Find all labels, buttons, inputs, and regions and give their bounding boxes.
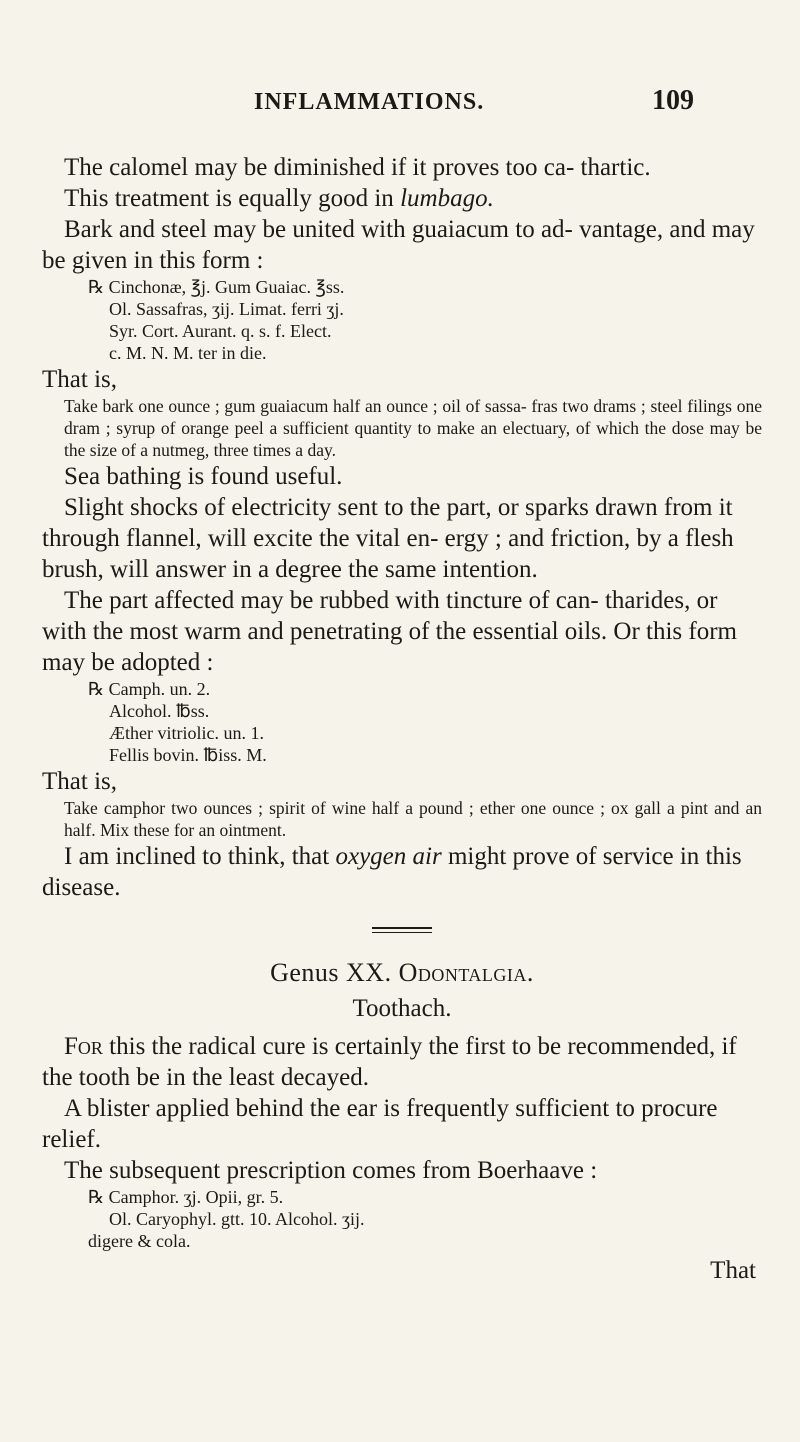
prescription-2-line: ℞ Camph. un. 2. [88, 679, 211, 699]
prescription-2 [42, 678, 762, 766]
genus-label: Genus XX. [270, 958, 392, 987]
prescription-1-line: ℞ Cinchonæ, ℥j. Gum Guaiac. ℥ss. [88, 277, 345, 297]
prescription-3-line: digere & cola. [88, 1231, 191, 1251]
radical-cure-text: this the radical cure is certainly the first to be recommended, if the tooth be in the least decayed. [42, 1033, 737, 1091]
paragraph-lumbago [42, 183, 762, 214]
prescription-2-line: Alcohol. ℔ss. [109, 701, 210, 721]
running-title: INFLAMMATIONS. [254, 89, 485, 115]
prescription-1-line: Syr. Cort. Aurant. q. s. f. Elect. [109, 321, 332, 341]
genus-common-name: Toothach. [352, 995, 452, 1022]
paragraph-blister: A blister applied behind the ear is frequently sufficient to procure relief. [42, 1095, 718, 1153]
catchword: That [710, 1257, 756, 1284]
paragraph-cantharides: The part affected may be rubbed with tincture of can- tharides, or with the most warm and penetrating of the essential oils. Or this form may be adopted : [42, 587, 737, 676]
paragraph-boerhaave: The subsequent prescription comes from Boerhaave : [64, 1157, 598, 1184]
paragraph-calomel: The calomel may be diminished if it proves too ca- thartic. [64, 154, 651, 181]
lead-word: For [64, 1033, 103, 1060]
lumbago-italic: lumbago. [400, 185, 494, 212]
running-head [0, 85, 800, 123]
that-is-heading-2: That is, [42, 768, 117, 795]
genus-name: Odontalgia. [398, 958, 534, 987]
paragraph-electricity: Slight shocks of electricity sent to the part, or sparks drawn from it through flannel, will excite the vital en- ergy ; and friction, by a flesh brush, will answer in a degree the same intention. [42, 494, 734, 583]
paragraph-oxygen [42, 841, 762, 903]
prescription-1-line: Ol. Sassafras, ʒij. Limat. ferri ʒj. [109, 299, 344, 319]
prescription-2-line: Fellis bovin. ℔iss. M. [109, 745, 267, 765]
oxygen-italic: oxygen air [335, 843, 442, 870]
paragraph-bark-steel: Bark and steel may be united with guaiacum to ad- vantage, and may be given in this form : [42, 216, 755, 274]
paragraph-radical-cure [42, 1031, 762, 1093]
paragraph-sea-bathing: Sea bathing is found useful. [64, 463, 343, 490]
oxygen-text-before: I am inclined to think, that [64, 843, 336, 870]
body-text [42, 152, 762, 1286]
translation-2: Take camphor two ounces ; spirit of wine half a pound ; ether one ounce ; ox gall a pint and an half. Mix these for an ointment. [64, 798, 762, 840]
lumbago-text: This treatment is equally good in [64, 185, 401, 212]
prescription-1-line: c. M. N. M. ter in die. [109, 343, 267, 363]
page-number: 109 [652, 85, 694, 116]
translation-1: Take bark one ounce ; gum guaiacum half an ounce ; oil of sassa- fras two drams ; steel filings one dram ; syrup of orange peel a sufficient quantity to make an electuary, of which the dose may be the size of a nutmeg, three times a day. [64, 396, 762, 460]
prescription-1 [42, 276, 762, 364]
genus-heading [42, 957, 762, 989]
prescription-3-line: ℞ Camphor. ʒj. Opii, gr. 5. [88, 1187, 284, 1207]
prescription-3 [42, 1186, 762, 1252]
prescription-2-line: Æther vitriolic. un. 1. [109, 723, 264, 743]
prescription-3-line: Ol. Caryophyl. gtt. 10. Alcohol. ʒij. [109, 1209, 365, 1229]
that-is-heading-1: That is, [42, 366, 117, 393]
section-rule [372, 927, 432, 933]
oxygen-text-after: might prove of service in this disease. [42, 843, 742, 901]
